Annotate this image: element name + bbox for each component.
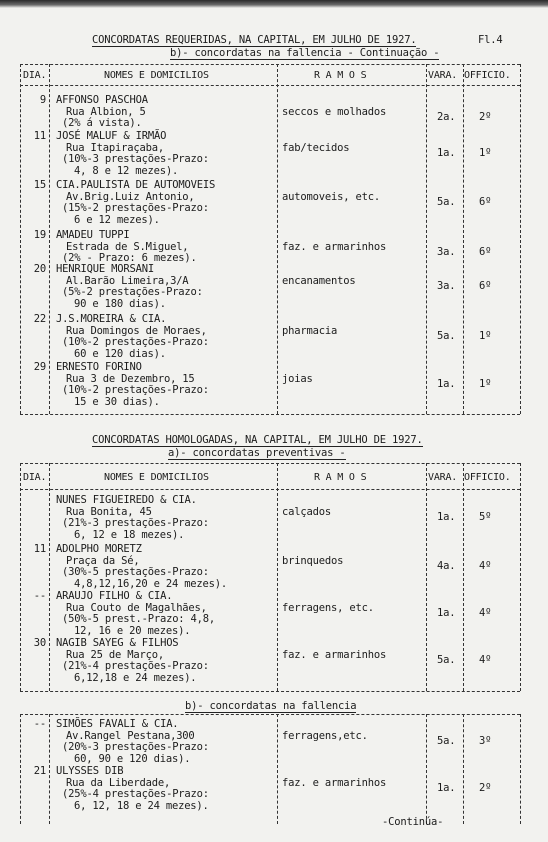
table2-top-border xyxy=(20,463,520,464)
row-name: NUNES FIGUEIREDO & CIA. xyxy=(56,494,197,506)
row-address-line: (5%-2 prestações-Prazo: xyxy=(62,286,203,299)
table2-col-divider xyxy=(463,463,464,691)
row-vara: 3a. xyxy=(437,280,456,293)
table3-col-divider xyxy=(49,714,50,824)
row-address-line: 4, 8 e 12 mezes). xyxy=(74,164,179,177)
row-address-line: 60, 90 e 120 dias). xyxy=(74,752,191,765)
header-dia: DIA. xyxy=(23,70,47,81)
row-day: 9 xyxy=(39,94,46,106)
header-ramos: R A M O S xyxy=(314,70,367,81)
table2-bottom-border xyxy=(20,691,520,692)
row-name: ARAUJO FILHO & CIA. xyxy=(56,590,173,602)
row-officio: 1º xyxy=(479,330,492,343)
row-address-line: (15%-2 prestações-Prazo: xyxy=(62,202,209,215)
row-day: 15 xyxy=(33,179,46,191)
row-address-line: (50%-5 prest.-Prazo: 4,8, xyxy=(62,613,216,626)
row-vara: 1a. xyxy=(437,782,456,795)
row-day: 11 xyxy=(33,543,46,555)
row-day: 19 xyxy=(33,229,46,241)
table1-col-divider xyxy=(463,64,464,414)
row-vara: 1a. xyxy=(437,147,456,160)
section2-title: CONCORDATAS HOMOLOGADAS, NA CAPITAL, EM JULHO DE 1927. xyxy=(92,434,423,446)
header-nomes: NOMES E DOMICILIOS xyxy=(104,70,209,81)
row-vara: 5a. xyxy=(437,735,456,748)
row-address-line: Praça da Sé, xyxy=(66,554,140,567)
row-day: 22 xyxy=(33,313,46,325)
row-address-line: 90 e 180 dias). xyxy=(74,297,166,310)
row-address-line: Al.Barão Limeira,3/A xyxy=(66,274,189,287)
table3-col-divider xyxy=(426,714,427,824)
table3-col-divider xyxy=(277,714,278,824)
row-officio: 1º xyxy=(479,147,492,160)
table2-col-divider xyxy=(49,463,50,691)
row-vara: 5a. xyxy=(437,196,456,209)
row-address-line: (20%-3 prestações-Prazo: xyxy=(62,741,209,754)
row-officio: 6º xyxy=(479,196,492,209)
table1-col-divider xyxy=(426,64,427,414)
row-name: JOSÉ MALUF & IRMÃO xyxy=(56,130,167,142)
row-ramo: ferragens, etc. xyxy=(282,601,374,614)
row-vara: 1a. xyxy=(437,511,456,524)
row-ramo: joias xyxy=(282,372,313,385)
table3-col-divider xyxy=(463,714,464,824)
row-address-line: 6 e 12 mezes). xyxy=(74,213,160,226)
header-ramos: R A M O S xyxy=(314,472,367,483)
row-address-line: 6, 12, 18 e 24 mezes). xyxy=(74,799,209,812)
row-officio: 2º xyxy=(479,111,492,124)
continua-note: -Continúa- xyxy=(382,816,444,828)
row-address-line: 6,12,18 e 24 mezes). xyxy=(74,671,197,684)
row-address-line: Rua 3 de Dezembro, 15 xyxy=(66,372,195,385)
row-address-line: Rua Albion, 5 xyxy=(66,105,146,118)
row-ramo: faz. e armarinhos xyxy=(282,776,387,789)
header-vara: VARA. xyxy=(428,472,458,483)
row-name: AMADEU TUPPI xyxy=(56,229,130,241)
row-vara: 2a. xyxy=(437,111,456,124)
table3-right-border xyxy=(520,714,521,824)
row-address-line: Rua Couto de Magalhães, xyxy=(66,601,207,614)
row-day: 30 xyxy=(33,637,46,649)
row-officio: 4º xyxy=(479,560,492,573)
section2-subtitle-b: b)- concordatas na fallencia xyxy=(185,700,357,712)
row-ramo: faz. e armarinhos xyxy=(282,648,387,661)
row-officio: 3º xyxy=(479,735,492,748)
row-address-line: Rua Itapiraçaba, xyxy=(66,141,164,154)
header-vara: VARA. xyxy=(428,70,458,81)
row-day: 11 xyxy=(33,130,46,142)
row-name: AFFONSO PASCHOA xyxy=(56,94,148,106)
row-officio: 6º xyxy=(479,246,492,259)
row-vara: 5a. xyxy=(437,654,456,667)
row-ramo: faz. e armarinhos xyxy=(282,240,387,253)
row-address-line: (21%-3 prestações-Prazo: xyxy=(62,517,209,530)
row-name: CIA.PAULISTA DE AUTOMOVEIS xyxy=(56,179,216,191)
row-name: HENRIQUE MORSANI xyxy=(56,263,154,275)
row-name: J.S.MOREIRA & CIA. xyxy=(56,313,167,325)
row-vara: 1a. xyxy=(437,378,456,391)
section1-title: CONCORDATAS REQUERIDAS, NA CAPITAL, EM JULHO DE 1927. xyxy=(92,34,417,46)
row-address-line: (25%-4 prestações-Prazo: xyxy=(62,788,209,801)
row-address-line: (2% - Prazo: 6 mezes). xyxy=(62,252,197,265)
row-address-line: Rua da Liberdade, xyxy=(66,776,171,789)
row-address-line: Av.Brig.Luiz Antonio, xyxy=(66,190,195,203)
row-ramo: automoveis, etc. xyxy=(282,190,380,203)
row-address-line: (30%-5 prestações-Prazo: xyxy=(62,566,209,579)
table2-col-divider xyxy=(277,463,278,691)
row-address-line: 60 e 120 dias). xyxy=(74,347,166,360)
header-officio: OFFICIO. xyxy=(464,70,511,81)
row-ramo: ferragens,etc. xyxy=(282,729,368,742)
row-day: 29 xyxy=(33,361,46,373)
table1-col-divider xyxy=(49,64,50,414)
row-ramo: fab/tecidos xyxy=(282,141,350,154)
row-day: -- xyxy=(33,590,46,602)
section2-subtitle-a: a)- concordatas preventivas - xyxy=(168,447,346,459)
table1-left-border xyxy=(20,64,21,414)
row-ramo: pharmacia xyxy=(282,324,338,337)
row-ramo: calçados xyxy=(282,505,331,518)
row-address-line: (10%-2 prestações-Prazo: xyxy=(62,384,209,397)
row-officio: 6º xyxy=(479,280,492,293)
row-address-line: Rua 25 de Março, xyxy=(66,648,164,661)
row-ramo: encanamentos xyxy=(282,274,356,287)
row-address-line: (21%-4 prestações-Prazo: xyxy=(62,660,209,673)
row-day: 20 xyxy=(33,263,46,275)
row-officio: 4º xyxy=(479,607,492,620)
row-officio: 1º xyxy=(479,378,492,391)
row-name: ERNESTO FORINO xyxy=(56,361,142,373)
page-top-edge xyxy=(0,0,548,8)
row-vara: 3a. xyxy=(437,246,456,259)
table1-bottom-border xyxy=(20,414,520,415)
row-name: ULYSSES DIB xyxy=(56,765,124,777)
section1-subtitle: b)- concordatas na fallencia - Continuação - xyxy=(170,47,440,59)
row-address-line: (10%-2 prestações-Prazo: xyxy=(62,336,209,349)
header-dia: DIA. xyxy=(23,472,47,483)
row-address-line: Rua Domingos de Moraes, xyxy=(66,324,207,337)
row-address-line: (10%-3 prestações-Prazo: xyxy=(62,153,209,166)
page-number: Fl.4 xyxy=(478,34,503,46)
row-address-line: 6, 12 e 18 mezes). xyxy=(74,528,185,541)
table2-header-border xyxy=(20,489,520,490)
row-address-line: Estrada de S.Miguel, xyxy=(66,240,189,253)
table1-top-border xyxy=(20,64,520,65)
row-address-line: 15 e 30 dias). xyxy=(74,395,160,408)
table3-left-border xyxy=(20,714,21,824)
row-name: ADOLPHO MORETZ xyxy=(56,543,142,555)
row-ramo: brinquedos xyxy=(282,554,344,567)
row-officio: 4º xyxy=(479,654,492,667)
row-ramo: seccos e molhados xyxy=(282,105,387,118)
row-day: -- xyxy=(33,718,46,730)
row-day: 21 xyxy=(33,765,46,777)
table2-right-border xyxy=(520,463,521,691)
table1-header-border xyxy=(20,85,520,86)
row-address-line: 4,8,12,16,20 e 24 mezes). xyxy=(74,577,228,590)
table3-top-border xyxy=(20,714,520,715)
header-officio: OFFICIO. xyxy=(464,472,511,483)
header-nomes: NOMES E DOMICILIOS xyxy=(104,472,209,483)
row-officio: 2º xyxy=(479,782,492,795)
row-vara: 1a. xyxy=(437,607,456,620)
row-address-line: Av.Rangel Pestana,300 xyxy=(66,729,195,742)
row-address-line: Rua Bonita, 45 xyxy=(66,505,152,518)
row-name: SIMÕES FAVALI & CIA. xyxy=(56,718,179,730)
table2-col-divider xyxy=(426,463,427,691)
row-address-line: (2% á vista). xyxy=(62,117,142,130)
row-vara: 5a. xyxy=(437,330,456,343)
row-officio: 5º xyxy=(479,511,492,524)
table1-col-divider xyxy=(277,64,278,414)
table2-left-border xyxy=(20,463,21,691)
table1-right-border xyxy=(520,64,521,414)
row-address-line: 12, 16 e 20 mezes). xyxy=(74,624,191,637)
row-name: NAGIB SAYEG & FILHOS xyxy=(56,637,179,649)
row-vara: 4a. xyxy=(437,560,456,573)
